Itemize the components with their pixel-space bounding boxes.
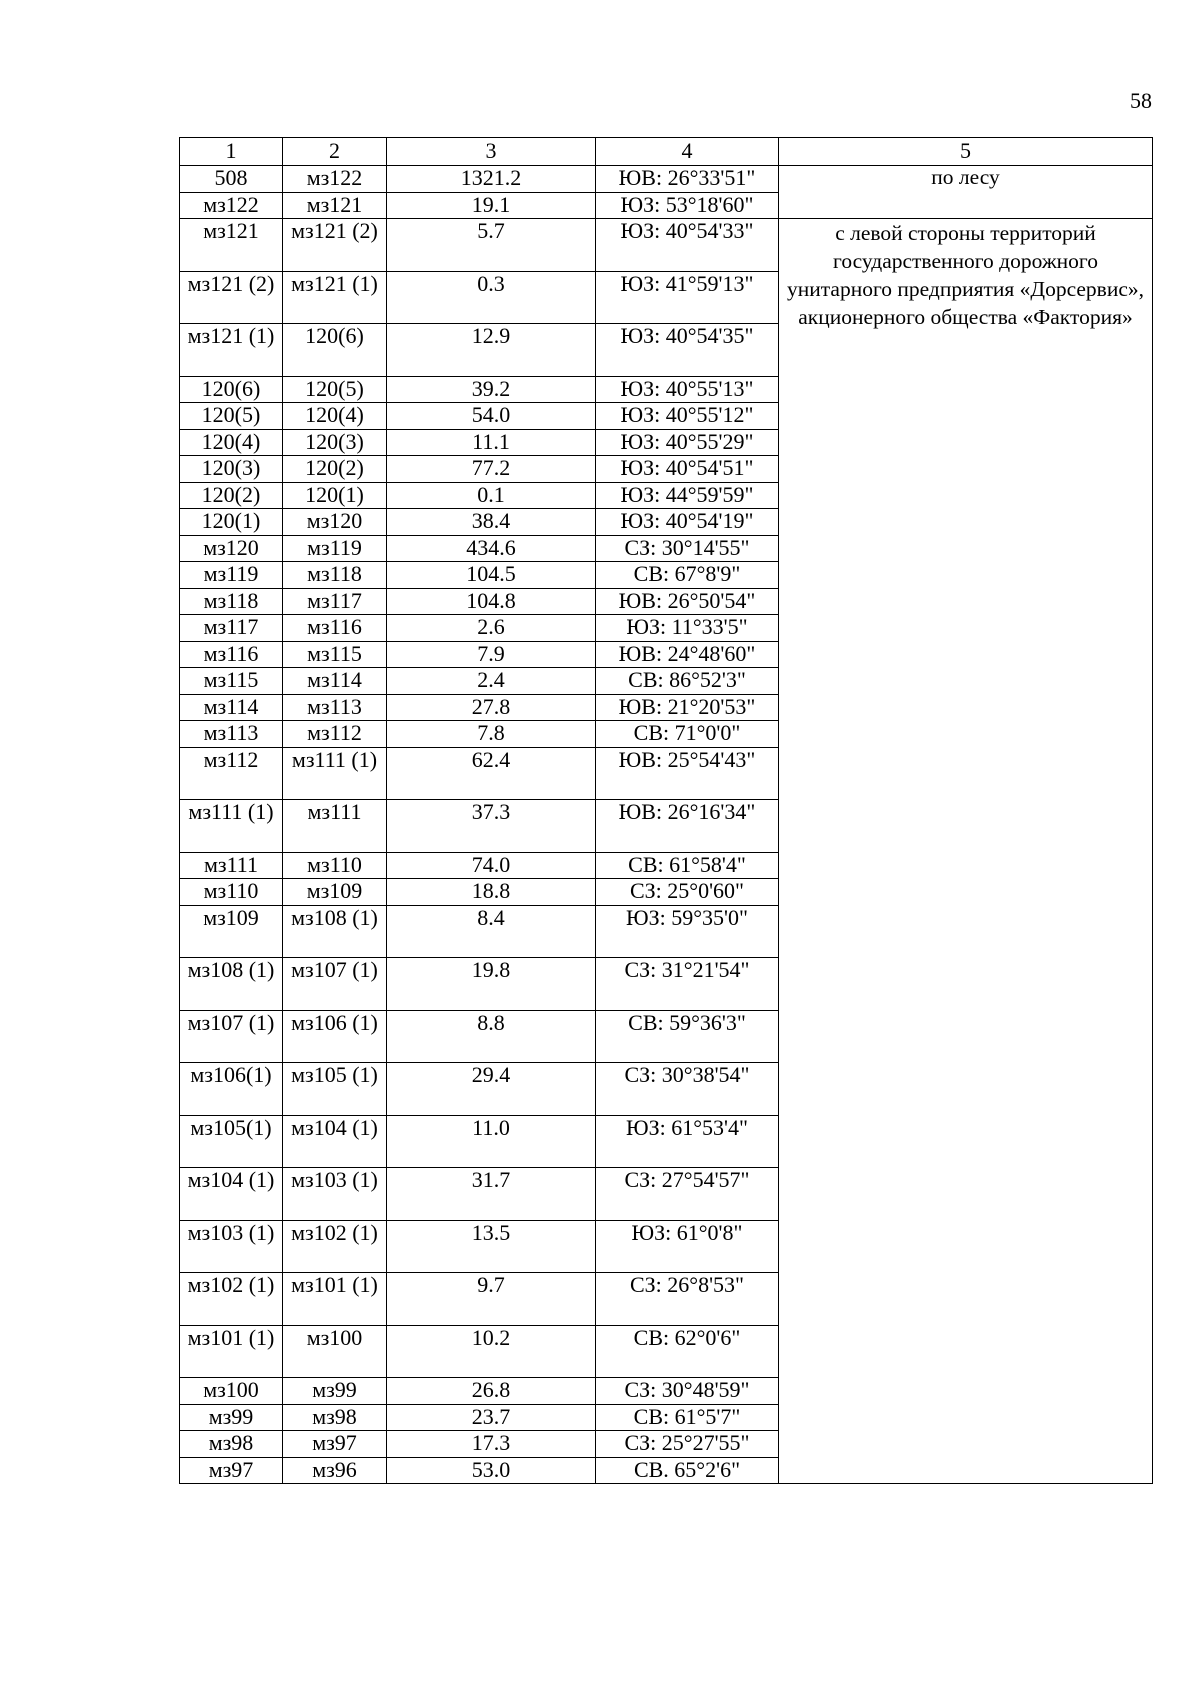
cell-to: мз120 [283, 509, 387, 536]
cell-to: мз103 (1) [283, 1168, 387, 1221]
cell-to: 120(4) [283, 403, 387, 430]
cell-direction: СВ: 62°0'6" [596, 1325, 779, 1378]
column-header: 2 [283, 138, 387, 166]
cell-from: мз118 [180, 588, 283, 615]
cell-direction: ЮЗ: 40°55'29" [596, 429, 779, 456]
cell-length: 11.0 [387, 1115, 596, 1168]
cell-direction: СВ: 67°8'9" [596, 562, 779, 589]
cell-length: 8.4 [387, 905, 596, 958]
cell-direction: ЮЗ: 40°55'13" [596, 376, 779, 403]
cell-from: мз106(1) [180, 1063, 283, 1116]
column-header: 5 [779, 138, 1153, 166]
cell-direction: СЗ: 25°27'55" [596, 1431, 779, 1458]
cell-direction: ЮЗ: 61°53'4" [596, 1115, 779, 1168]
cell-to: мз115 [283, 641, 387, 668]
cell-direction: СЗ: 26°8'53" [596, 1273, 779, 1326]
cell-from: мз107 (1) [180, 1010, 283, 1063]
cell-direction: ЮЗ: 40°54'19" [596, 509, 779, 536]
cell-length: 11.1 [387, 429, 596, 456]
cell-length: 2.6 [387, 615, 596, 642]
cell-from: 508 [180, 166, 283, 193]
cell-direction: ЮВ: 26°50'54" [596, 588, 779, 615]
cell-direction: СЗ: 30°14'55" [596, 535, 779, 562]
cell-direction: СВ: 59°36'3" [596, 1010, 779, 1063]
cell-from: 120(3) [180, 456, 283, 483]
cell-direction: СЗ: 30°48'59" [596, 1378, 779, 1405]
cell-length: 29.4 [387, 1063, 596, 1116]
cell-from: 120(5) [180, 403, 283, 430]
cell-direction: ЮВ: 24°48'60" [596, 641, 779, 668]
cell-from: мз101 (1) [180, 1325, 283, 1378]
cell-length: 434.6 [387, 535, 596, 562]
cell-length: 62.4 [387, 747, 596, 800]
cell-from: мз113 [180, 721, 283, 748]
cell-length: 27.8 [387, 694, 596, 721]
cell-from: мз102 (1) [180, 1273, 283, 1326]
cell-direction: СЗ: 27°54'57" [596, 1168, 779, 1221]
cell-to: мз105 (1) [283, 1063, 387, 1116]
cell-length: 13.5 [387, 1220, 596, 1273]
cell-from: мз119 [180, 562, 283, 589]
cell-to: мз112 [283, 721, 387, 748]
cell-direction: СВ: 61°58'4" [596, 852, 779, 879]
cell-length: 2.4 [387, 668, 596, 695]
column-header: 3 [387, 138, 596, 166]
cell-direction: СЗ: 31°21'54" [596, 958, 779, 1011]
cell-from: мз122 [180, 192, 283, 219]
cell-from: мз108 (1) [180, 958, 283, 1011]
cell-to: мз118 [283, 562, 387, 589]
cell-direction: СВ: 71°0'0" [596, 721, 779, 748]
cell-length: 7.9 [387, 641, 596, 668]
cell-to: мз101 (1) [283, 1273, 387, 1326]
cell-to: мз121 (2) [283, 219, 387, 272]
cell-direction: ЮЗ: 53°18'60" [596, 192, 779, 219]
table-row [180, 219, 1153, 272]
cell-length: 104.8 [387, 588, 596, 615]
cell-direction: ЮЗ: 11°33'5" [596, 615, 779, 642]
cell-from: 120(6) [180, 376, 283, 403]
cell-length: 1321.2 [387, 166, 596, 193]
cell-length: 0.3 [387, 271, 596, 324]
cell-to: мз111 [283, 800, 387, 853]
cell-direction: ЮЗ: 40°54'51" [596, 456, 779, 483]
cell-to: 120(6) [283, 324, 387, 377]
cell-to: мз99 [283, 1378, 387, 1405]
cell-to: мз116 [283, 615, 387, 642]
cell-length: 23.7 [387, 1404, 596, 1431]
cell-description: по лесу [779, 166, 1153, 219]
cell-from: мз97 [180, 1457, 283, 1484]
cell-length: 19.1 [387, 192, 596, 219]
cell-length: 74.0 [387, 852, 596, 879]
cell-from: мз110 [180, 879, 283, 906]
cell-from: мз115 [180, 668, 283, 695]
cell-to: мз100 [283, 1325, 387, 1378]
cell-length: 31.7 [387, 1168, 596, 1221]
cell-direction: ЮВ: 25°54'43" [596, 747, 779, 800]
cell-length: 37.3 [387, 800, 596, 853]
cell-direction: ЮЗ: 61°0'8" [596, 1220, 779, 1273]
cell-from: мз109 [180, 905, 283, 958]
cell-direction: ЮЗ: 40°55'12" [596, 403, 779, 430]
cell-length: 18.8 [387, 879, 596, 906]
cell-to: мз113 [283, 694, 387, 721]
table-body [180, 166, 1153, 1484]
cell-to: мз121 (1) [283, 271, 387, 324]
cell-length: 19.8 [387, 958, 596, 1011]
cell-length: 12.9 [387, 324, 596, 377]
column-header: 4 [596, 138, 779, 166]
page-number: 58 [1130, 88, 1152, 113]
cell-length: 104.5 [387, 562, 596, 589]
cell-length: 77.2 [387, 456, 596, 483]
cell-to: мз114 [283, 668, 387, 695]
cell-direction: ЮЗ: 41°59'13" [596, 271, 779, 324]
cell-length: 9.7 [387, 1273, 596, 1326]
cell-to: мз106 (1) [283, 1010, 387, 1063]
cell-length: 53.0 [387, 1457, 596, 1484]
cell-from: мз112 [180, 747, 283, 800]
cell-direction: СЗ: 25°0'60" [596, 879, 779, 906]
cell-from: мз100 [180, 1378, 283, 1405]
cell-length: 7.8 [387, 721, 596, 748]
cell-from: мз98 [180, 1431, 283, 1458]
cell-to: 120(3) [283, 429, 387, 456]
cell-to: мз97 [283, 1431, 387, 1458]
cell-to: 120(5) [283, 376, 387, 403]
cell-direction: ЮЗ: 40°54'33" [596, 219, 779, 272]
cell-from: мз111 (1) [180, 800, 283, 853]
cell-direction: ЮЗ: 59°35'0" [596, 905, 779, 958]
cell-to: мз109 [283, 879, 387, 906]
cell-length: 5.7 [387, 219, 596, 272]
cell-length: 54.0 [387, 403, 596, 430]
cell-to: мз107 (1) [283, 958, 387, 1011]
cell-length: 0.1 [387, 482, 596, 509]
cell-direction: ЮЗ: 44°59'59" [596, 482, 779, 509]
cell-from: мз103 (1) [180, 1220, 283, 1273]
cell-length: 8.8 [387, 1010, 596, 1063]
cell-to: мз98 [283, 1404, 387, 1431]
cell-to: мз110 [283, 852, 387, 879]
cell-to: мз102 (1) [283, 1220, 387, 1273]
cell-from: 120(1) [180, 509, 283, 536]
cell-length: 26.8 [387, 1378, 596, 1405]
cell-length: 39.2 [387, 376, 596, 403]
cell-from: мз121 (1) [180, 324, 283, 377]
cell-to: мз104 (1) [283, 1115, 387, 1168]
cell-from: мз117 [180, 615, 283, 642]
cell-from: мз120 [180, 535, 283, 562]
cell-description: с левой стороны территорий государственного дорожного унитарного предприятия «Дорсервис», акционерного общества «Фактория» [779, 219, 1153, 1484]
boundary-table [179, 137, 1153, 1484]
cell-to: мз96 [283, 1457, 387, 1484]
cell-length: 10.2 [387, 1325, 596, 1378]
cell-direction: ЮЗ: 40°54'35" [596, 324, 779, 377]
cell-direction: ЮВ: 21°20'53" [596, 694, 779, 721]
cell-from: мз105(1) [180, 1115, 283, 1168]
cell-to: мз117 [283, 588, 387, 615]
cell-length: 38.4 [387, 509, 596, 536]
cell-direction: СВ. 65°2'6" [596, 1457, 779, 1484]
cell-from: мз121 (2) [180, 271, 283, 324]
cell-from: мз116 [180, 641, 283, 668]
cell-to: мз111 (1) [283, 747, 387, 800]
cell-from: мз99 [180, 1404, 283, 1431]
cell-from: 120(4) [180, 429, 283, 456]
cell-from: мз114 [180, 694, 283, 721]
table-row [180, 166, 1153, 193]
cell-direction: СВ: 86°52'3" [596, 668, 779, 695]
cell-direction: СВ: 61°5'7" [596, 1404, 779, 1431]
cell-to: 120(1) [283, 482, 387, 509]
cell-from: мз111 [180, 852, 283, 879]
column-header: 1 [180, 138, 283, 166]
cell-to: мз119 [283, 535, 387, 562]
cell-from: 120(2) [180, 482, 283, 509]
cell-to: мз108 (1) [283, 905, 387, 958]
cell-from: мз121 [180, 219, 283, 272]
cell-to: мз122 [283, 166, 387, 193]
cell-direction: ЮВ: 26°16'34" [596, 800, 779, 853]
cell-length: 17.3 [387, 1431, 596, 1458]
cell-from: мз104 (1) [180, 1168, 283, 1221]
header-row [180, 138, 1153, 166]
cell-to: 120(2) [283, 456, 387, 483]
cell-direction: ЮВ: 26°33'51" [596, 166, 779, 193]
cell-to: мз121 [283, 192, 387, 219]
cell-direction: СЗ: 30°38'54" [596, 1063, 779, 1116]
